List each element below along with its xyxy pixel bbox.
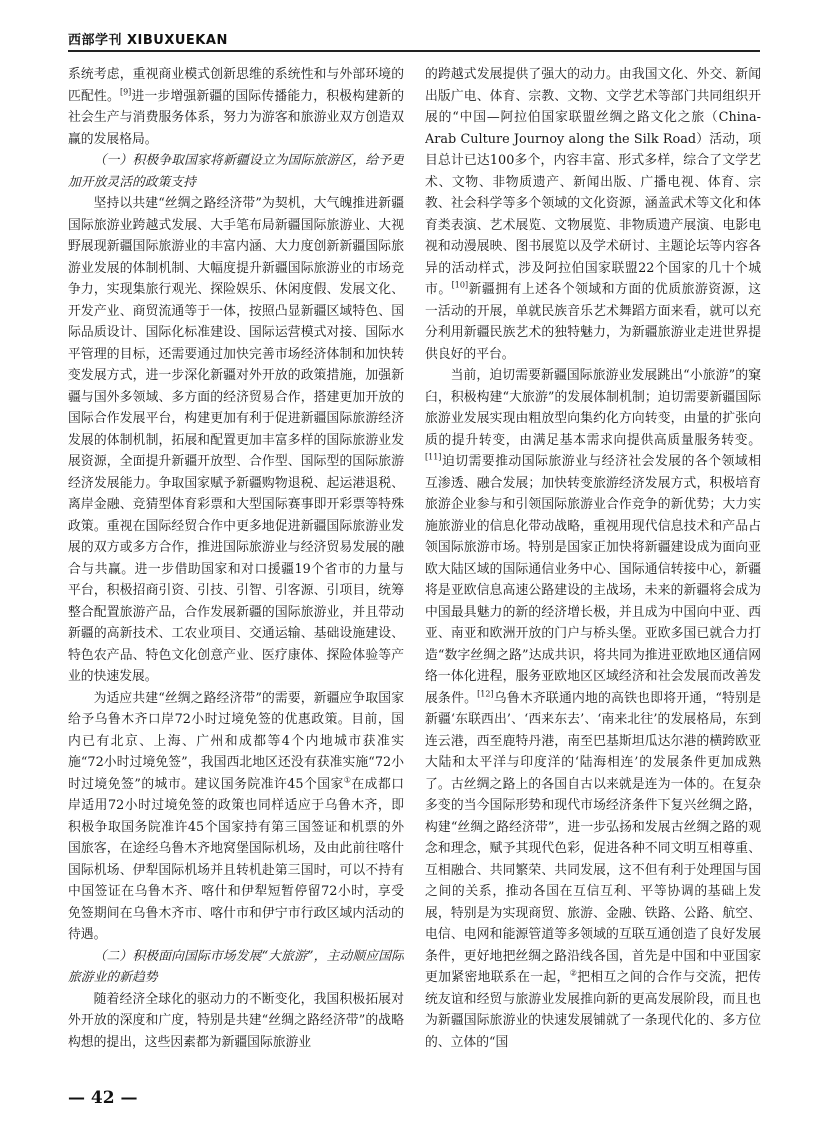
paragraph: 随着经济全球化的驱动力的不断变化，我国积极拓展对外开放的深度和广度，特别是共建“丝绸之路经济带”的战略构想的提出，这些因素都为新疆国际旅游业 [68,991,404,1050]
citation: [9] [119,87,132,97]
citation: [12] [477,689,494,699]
paragraph: 为适应共建“丝绸之路经济带”的需要，新疆应争取国家给予乌鲁木齐口岸72小时过境免签的优惠政策。目前，国内已有北京、上海、广州和成都等4个内地城市获准实施“72小时过境免签”，我国西北地区还没有获准实施“72小时过境免签”的城市。建议国务院准许45个国家①在成都口岸适用72小时过境免签的政策也同样适应于乌鲁木齐，即积极争取国务院准许45个国家持有第三国签证和机票的外国旅客，在途经乌鲁木齐地窝堡国际机场，及由此前往喀什国际机场、伊犁国际机场并且转机赴第三国时，可以不持有中国签证在乌鲁木齐、喀什和伊犁短暂停留72小时，享受免签期间在乌鲁木齐市、喀什市和伊宁市行政区域内活动的待遇。 [68,690,404,942]
left-column [68,64,404,1054]
footnote-mark: ① [343,775,352,785]
paragraph: 当前，迫切需要新疆国际旅游业发展跳出“小旅游”的窠臼，积极构建“大旅游”的发展体制机制；迫切需要新疆国际旅游业发展实现由粗放型向集约化方向转变，由量的扩张向质的提升转变，由满足基本需求向提供高质量服务转变。[11]迫切需要推动国际旅游业与经济社会发展的各个领域相互渗透、融合发展；加快转变旅游经济发展方式，积极培育旅游企业参与和引领国际旅游业合作竞争的新优势；大力实施旅游业的信息化带动战略，重视用现代信息技术和产品占领国际旅游市场。特别是国家正加快将新疆建设成为面向亚欧大陆区域的国际通信业务中心、国际通信转接中心，新疆将是亚欧信息高速公路建设的主战场，未来的新疆将会成为中国最具魅力的新的经济增长极，并且成为中国向中亚、西亚、南亚和欧洲开放的门户与桥头堡。亚欧多国已就合力打造“数字丝绸之路”达成共识，将共同为推进亚欧地区通信网络一体化进程，服务亚欧地区区域经济和社会发展而改善发展条件。[12]乌鲁木齐联通内地的高铁也即将开通，“特别是新疆‘东联西出’、‘西来东去’、‘南来北往’的发展格局，东到连云港，西至鹿特丹港，南至巴基斯坦瓜达尔港的横跨欧亚大陆和太平洋与印度洋的‘陆海相连’的发展条件更加成熟了。古丝绸之路上的各国自古以来就是连为一体的。在复杂多变的当今国际形势和现代市场经济条件下复兴丝绸之路，构建“丝绸之路经济带”，进一步弘扬和发展古丝绸之路的观念和理念，赋予其现代色彩，促进各种不同文明互相尊重、互相融合、共同繁荣、共同发展，这不但有利于处理国与国之间的关系，推动各国在互信互利、平等协调的基础上发展，特别是为实现商贸、旅游、金融、铁路、公路、航空、电信、电网和能源管道等多领域的互联互通创造了良好发展条件，更好地把丝绸之路沿线各国，首先是中国和中亚国家更加紧密地联系在一起，②把相互之间的合作与交流，把传统友谊和经贸与旅游业发展推向新的更高发展阶段，而且也为新疆国际旅游业的快速发展铺就了一条现代化的、多方位的、立体的“国 [425,368,761,1050]
header-rule [68,50,760,52]
section-heading: （一）积极争取国家将新疆设立为国际旅游区，给予更加开放灵活的政策支持 [68,153,404,190]
section-heading: （二）积极面向国际市场发展“大旅游”，主动顺应国际旅游业的新趋势 [68,948,404,985]
citation: [11] [425,452,442,462]
running-header [68,24,760,50]
page-number: — 42 — [68,1088,138,1108]
citation: [10] [451,280,469,290]
paragraph: 的跨越式发展提供了强大的动力。由我国文化、外交、新闻出版广电、体育、宗教、文物、文学艺术等部门共同组织开展的“中国—阿拉伯国家联盟丝绸之路文化之旅（China-Arab Culture Journoy along the Silk Road）活动，项目总计已达100多个，内容丰富、形式多样，综合了文学艺术、文物、非物质遗产、新闻出版、广播电视、体育、宗教、社会科学等多个领域的文化资源，涵盖武术等文化和体育类表演、艺术展览、文物展览、非物质遗产展演、电影电视和动漫展映、图书展览以及学术研讨、主题论坛等内容各异的活动样式，涉及阿拉伯国家联盟22个国家的几十个城市。[10]新疆拥有上述各个领域和方面的优质旅游资源，这一活动的开展，单就民族音乐艺术舞蹈方面来看，就可以充分利用新疆民族艺术的独特魅力，为新疆旅游业走进世界提供良好的平台。 [425,67,761,362]
paragraph: 坚持以共建“丝绸之路经济带”为契机，大气魄推进新疆国际旅游业跨越式发展、大手笔布局新疆国际旅游业、大视野展现新疆国际旅游业的丰富内涵、大力度创新新疆国际旅游业发展的体制机制、大幅度提升新疆国际旅游业的市场竞争力，实现集旅行观光、探险娱乐、休闲度假、发展文化、开发产业、商贸流通等于一体，按照凸显新疆区域特色、国际品质设计、国际化标准建设、国际运营模式对接、国际水平管理的目标，还需要通过加快完善市场经济体制和加快转变发展方式，进一步深化新疆对外开放的政策措施，加强新疆与国外多领域、多方面的经济贸易合作，搭建更加开放的国际合作发展平台，构建更加有利于促进新疆国际旅游经济发展的体制机制，拓展和配置更加丰富多样的国际旅游业发展资源，全面提升新疆开放型、合作型、国际型的国际旅游经济发展能力。争取国家赋予新疆购物退税、起运港退税、离岸金融、竞猜型体育彩票和大型国际赛事即开彩票等特殊政策。重视在国际经贸合作中更多地促进新疆国际旅游业发展的双方或多方合作，推进国际旅游业与经济贸易发展的融合与共赢。进一步借助国家和对口援疆19个省市的力量与平台，积极招商引资、引技、引智、引客源、引项目，统筹整合配置旅游产品，合作发展新疆的国际旅游业，并且带动新疆的高新技术、工农业项目、交通运输、基础设施建设、特色农产品、特色文化创意产业、医疗康体、探险体验等产业的快速发展。 [68,196,404,684]
footnote-mark: ② [569,968,578,978]
journal-title: 西部学刊 XIBUXUEKAN [68,33,228,48]
right-column [425,64,761,1054]
paragraph: 系统考虑，重视商业模式创新思维的系统性和与外部环境的匹配性。[9]进一步增强新疆的国际传播能力，积极构建新的社会生产与消费服务体系，努力为游客和旅游业双方创造双赢的发展格局。 [68,67,404,147]
